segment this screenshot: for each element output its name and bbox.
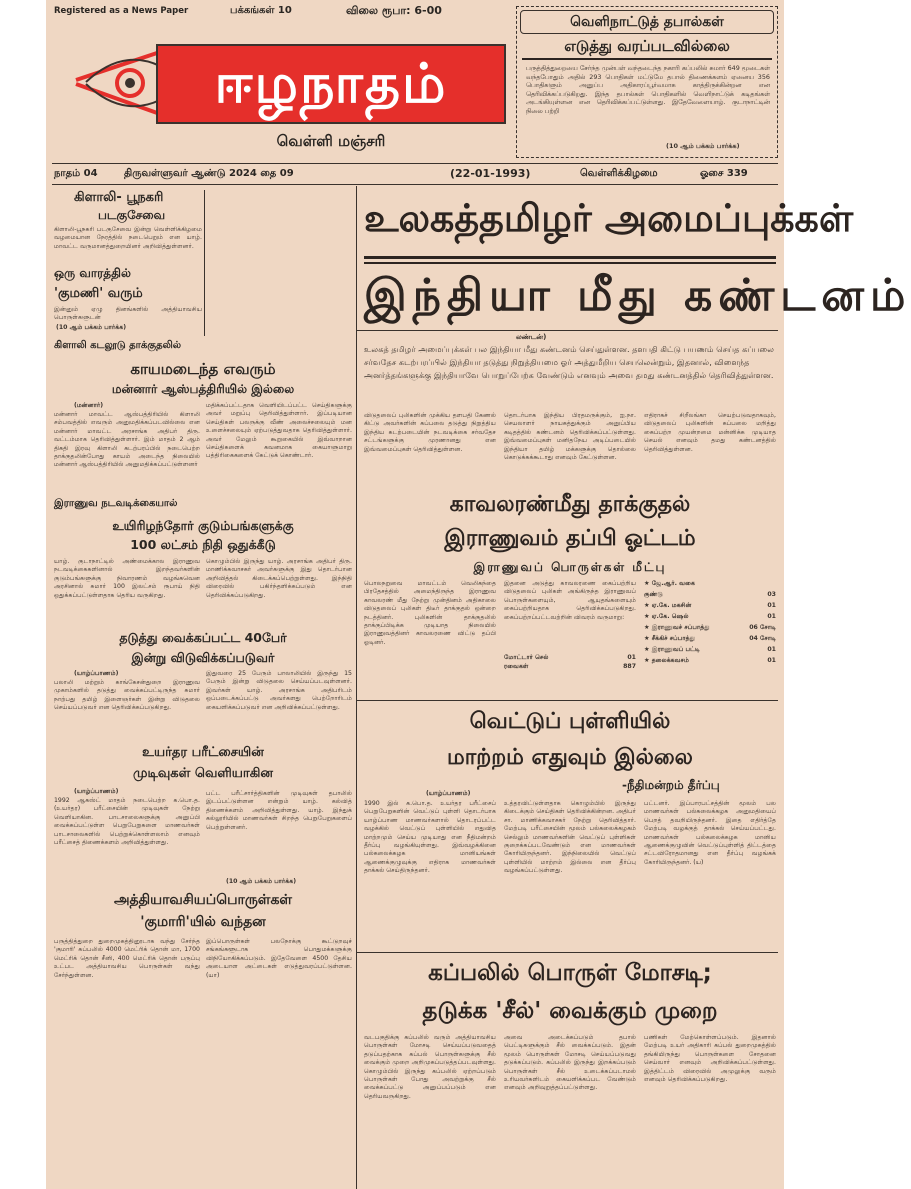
main-headline-2: இந்தியா மீது கண்டனம் xyxy=(364,270,911,321)
cutoff-col-a: 1990 இல் க.பொ.த. உயர்தர பரீட்சைப் பெறுபேறுகளின் வெட்டுப் புள்ளி தொடர்பாக யாழ்ப்பாண மாணவர்களால் தொடரப்பட்ட வழக்கில் வெட்டுப் புள்ளியில் எதுவித மாற்றமும் செய்ய முடியாது என நீதிமன்றம் தீர்ப்பு வழங்கியுள்ளது. இவ்வழக்கினை பல்கலைக்கழக மானியங்கள் ஆணைக்குழுவுக்கு எதிராக மாணவர்கள் தாக்கல் செய்திருந்தனர். xyxy=(364,800,496,875)
goods-body-b: இப்பொருள்கள் பலநோக்கு கூட்டுறவுச் சங்கங்களூடாக பொதுமக்களுக்கு விநியோகிக்கப்படும். இதேவேளை 4500 தேசிய அடையாள அட்டைகள் எடுத்துவரப்பட்டுள்ளன. (யா) xyxy=(206,938,352,979)
foreign-mail-title1: வெளிநாட்டுத் தபால்கள் xyxy=(520,10,774,34)
week-title-1: ஒரு வாரத்தில் xyxy=(54,266,131,280)
injured-body-a: மன்னார் மாவட்ட ஆஸ்பத்திரியில் கிளாலி சம்பவத்தில் எவரும் அனுமதிக்கப்படவில்லை என மன்னார் மாவட்ட அரசாங்க அதிபர் திரு. வட்டம்மாக தெரிவித்துள்ளார். இம் மாதம் 2 ஆம் திகதி இரவு கிளாலி கடற்பரப்பில் நடைபெற்ற தாக்குதலின்போது காயம் அடைந்த நிலையில் மன்னார் ஆஸ்பத்திரியில் அனுமதிக்கப்பட்டுள்ளனர் xyxy=(54,411,200,469)
kilali-title-2: படகுசேவை xyxy=(98,208,166,222)
foreign-mail-more: (10 ஆம் பக்கம் பார்க்க) xyxy=(666,142,740,150)
goods-title-1: அத்தியாவசியப்பொருள்கள் xyxy=(113,892,293,908)
ship-title-2: தடுக்க 'சீல்' வைக்கும் முறை xyxy=(422,998,718,1024)
army-action-label: இராணுவ நடவடிக்கையால் xyxy=(54,498,178,509)
london-dateline: லண்டன்) xyxy=(516,333,547,341)
cutoff-subtitle: -நீதிமன்றம் தீர்ப்பு xyxy=(622,778,720,792)
captured-item: மோட்டார் செல் 01 xyxy=(504,654,636,661)
london-col-b: தொடர்பாக இந்திய பிரதமருக்கும், ஐ.நா. செயலாளர் நாயகத்துக்கும் அனுப்பிய கடிதத்தில் கண்டனம் தெரிவிக்கப்பட்டுள்ளது. இவ்வமைப்புகள் மனிதநேய அடிப்படையில் இந்தியா தமிழ் மக்களுக்கு தொல்லை கொடுக்கக்கூடாது எனவும் கேட்டுள்ளன. xyxy=(504,412,636,462)
date-label: (22-01-1993) xyxy=(450,167,531,180)
day-label: வெள்ளிக்கிழமை xyxy=(580,168,658,179)
captured-items-right xyxy=(644,580,776,668)
ship-col-a: வடபகுதிக்கு கப்பலில் வரும் அத்தியாவசிய பொருள்கள் மோசடி செய்யப்படுவதைத் தடுப்பதற்காக கப்பல் பொருள்களுக்கு சீல் வைக்கும் முறை அறிமுகப்படுத்தப்படவுள்ளது. கொழும்பில் இருந்து கப்பலில் ஏற்றப்படும் பொருள்கள் போது அவற்றுக்கு சீல் வைக்கப்பட்டு அனுப்பப்படும் என தெரியவருகிறது. xyxy=(364,1034,496,1100)
supplement-name: வெள்ளி மஞ்சரி xyxy=(276,132,386,150)
foreign-mail-body: பருத்தித்துறையை சேர்ந்த முன்பள் வந்தடைந்த நகாரி கப்பலில் சுமார் 649 மூடைகள் வந்தபோதும் அதில் 293 பொதிகள் மட்டுமே தபால் திணைக்களம் ஏனைய 356 பொதிகளும் அனுப்ப அதிகாரப்பூர்வமாக காத்திருக்கின்றன என தெரிவிக்கப்படுகிறது. இந்த தபால்கள் பொதிகளில் வெளிநாட்டுக் கடிதங்கள் அடங்கியுள்ளன என தெரிவிக்கப்பட்டுள்ளது. இதேவேளையாழ். குடாநாட்டின் நிலை பற்றி xyxy=(526,64,770,115)
cutoff-col-b: உத்தரவிட்டுள்ளதாக கொழும்பில் இருந்து கிடைக்கும் செய்திகள் தெரிவிக்கின்றன. அதிபர் சா. மாணிக்கவாசகர் நேற்று தெரிவித்தார். மேற்படி பரீட்சையின் மூலம் பல்கலைக்கழகம் செல்லும் மாணவர்களின் வெட்டுப் புள்ளிகள் குறைக்கப்படவேண்டும் என மாணவர்கள் கோரியிருந்தனர். இந்நிலையில் வெட்டுப் புள்ளியில் மாற்றம் இல்லை என தீர்ப்பு வழங்கப்பட்டுள்ளது. xyxy=(504,800,636,875)
ship-col-b: அவை அடைக்கப்படும் தபால் பெட்டிகளுக்கும் சீல் வைக்கப்படும். இதன் மூலம் பொருள்கள் மோசடி செய்யப்படுவது தடுக்கப்படும். கப்பலில் இருந்து இறக்கப்படும் பொருள்கள் சீல் உடைக்கப்படாமல் உரியவர்களிடம் கையளிக்கப்பட வேண்டும் எனவும் அறிவுறுத்தப்பட்டுள்ளது. xyxy=(504,1034,636,1092)
price-label: விலை ரூபா: 6-00 xyxy=(346,4,442,17)
goods-title-2: 'குமாரி'யில் வந்தன xyxy=(140,914,266,930)
captured-item: ★ இராணுவப் பட்டி 01 xyxy=(644,646,776,653)
goods-body-a: பருத்தித்துறை துறைமுகத்தினூடாக வந்து சேர்ந்த 'குமாரி' கப்பலில் 4000 மெட்ரிக் தொன் மா, 1700 மெட்ரிக் தொன் சீனி, 400 மெட்ரிக் தொன் பருப்பு உட்பட அத்தியாவசிய பொருள்கள் வந்து சேர்ந்துள்ளன. xyxy=(54,938,200,979)
captured-item: ★ ஏ.கே. ஷெல் 01 xyxy=(644,613,776,620)
captured-item: ★ இராணுவச் சப்பாத்து 06 சோடி xyxy=(644,624,776,631)
injured-dateline: (மன்னார்) xyxy=(74,402,104,409)
police-attack-title-2: இராணுவம் தப்பி ஓட்டம் xyxy=(444,526,696,551)
ship-col-c: பணிகள் மேற்கொள்ளப்படும். இதனால் மேற்படி உயர் அதிகாரி கப்பல் துறைமுகத்தில் தங்கியிருந்து பொருள்களை சோதனை செய்வார் எனவும் அறிவிக்கப்பட்டுள்ளது. இத்திட்டம் விரைவில் அமுலுக்கு வரும் எனவும் தெரிவிக்கப்படுகிறது. xyxy=(644,1034,776,1084)
police-attack-col-a: பொலநறுவை மாவட்டம் வெலிகந்தை பிரதேசத்தில் அமைந்திருந்த இராணுவ காவலரண் மீது நேற்று முன்தினம் அதிகாலை விடுதலைப் புலிகள் திடீர் தாக்குதல் ஒன்றை நடத்தினர். புலிகளின் தாக்குதலில் தாக்குப்பிடிக்க முடியாத நிலையில் இராணுவத்தினர் காவலரணை விட்டு தப்பி ஓடினர். xyxy=(364,580,496,646)
cutoff-dateline: (யாழ்ப்பாணம்) xyxy=(426,790,471,797)
registered-label: Registered as a News Paper xyxy=(54,6,189,16)
police-attack-subtitle: இராணுவப் பொருள்கள் மீட்பு xyxy=(473,560,667,574)
injured-title: காயமடைந்த எவரும் xyxy=(130,360,276,378)
exam-title-1: உயர்தர பரீட்சையின் xyxy=(142,745,264,760)
injured-subtitle: மன்னார் ஆஸ்பத்திரியில் இல்லை xyxy=(111,382,295,396)
logo-text: ஈழநாதம் xyxy=(214,52,448,115)
week-title-2: 'குமணி' வரும் xyxy=(54,286,143,301)
relief-title-1: உயிரிழந்தோர் குடும்பங்களுக்கு xyxy=(112,518,294,533)
captured-item: ★ ஏ.கே. மகசின் 01 xyxy=(644,602,776,609)
london-lead: உலகத் தமிழர் அமைப்புக்கள் பல இந்தியா மீது கண்டனம் செய்துள்ளன. தளபதி கிட்டு பயணம் செய்த கப்பலை சர்வதேச கடற்பரப்பில் இந்தியா தடுத்து நிறுத்தியமை ஓர் அத்துமீறிய செயலென்றும், இதனால், விளைந்த அனர்த்தங்களுக்கு இந்தியாவே பொறுப்பேற்க வேண்டும் எனவும் அவை தமது கண்டனத்தில் தெரிவித்துள்ளன. xyxy=(364,344,775,380)
cutoff-title-2: மாற்றம் எதுவும் இல்லை xyxy=(447,745,693,770)
police-attack-col-b: இதனை அடுத்து காவலரணை கைப்பற்றிய விடுதலைப் புலிகள் அங்கிருந்த இராணுவப் பொருள்களையும், ஆயுதங்களையும் கைப்பற்றியதாக தெரிவிக்கப்படுகிறது. கைப்பற்றப்பட்டவற்றின் விவரம் வருமாறு: xyxy=(504,580,636,621)
captured-items-left xyxy=(504,654,636,672)
detained-dateline: (யாழ்ப்பாணம்) xyxy=(74,670,119,677)
exam-title-2: முடிவுகள் வெளியாகின xyxy=(133,766,273,781)
captured-item: ரவைகள் 887 xyxy=(504,663,636,670)
kilali-title-1: கிளாலி- பூநகரி xyxy=(74,190,164,205)
kilali-body: கிளாலி-பூநகரி படகுசேவை இன்று வெள்ளிக்கிழமை வழமையான நேரத்தில் நடைபெறும் என யாழ். மாவட்ட வருமானத்துறையினர் அறிவித்துள்ளனர். xyxy=(54,226,202,250)
captured-item: ★ ஜே.ஆர். வகை xyxy=(644,580,695,587)
relief-title-2: 100 லட்சம் நிதி ஒதுக்கீடு xyxy=(130,537,276,552)
eye-emblem-icon xyxy=(72,40,168,130)
week-more: (10 ஆம் பக்கம் பார்க்க) xyxy=(56,324,127,331)
foreign-mail-title2: எடுத்து வரப்படவில்லை xyxy=(564,37,730,55)
injured-body-b: மதிக்கப்பட்டதாக வெளியிடப்பட்ட செய்திகளுக்கு அவர் மறுப்பு தெரிவித்துள்ளார். இப்படியான செய்திகள் பலருக்கு வீண் அலைச்சலையும் மன உளைச்சலையும் ஏற்படுத்துவதாக தெரிவித்துள்ளார். அவர் மேலும் கூறுகையில் இவ்வாறான செய்திகளைக் கவனமாக கையாளுமாறு பத்திரிகைகளைக் கேட்டுக் கொண்டார். xyxy=(206,402,352,460)
volume-label: நாதம் 04 xyxy=(54,168,98,179)
cutoff-title-1: வெட்டுப் புள்ளியில் xyxy=(469,709,671,734)
exam-dateline: (யாழ்ப்பாணம்) xyxy=(74,788,119,795)
tamil-year-label: திருவள்ளுவர் ஆண்டு 2024 தை 09 xyxy=(124,168,294,179)
detained-title-1: தடுத்து வைக்கப்பட்ட 40பேர் xyxy=(119,630,287,645)
exam-body-a: 1992 ஆகஸ்ட் மாதம் நடைபெற்ற க.பொ.த.(உயர்தர) பரீட்சையின் முடிவுகள் நேற்று வெளியாகின. பாடசாலைகளுக்கு அனுப்பி வைக்கப்பட்டுள்ள பெறுபேறுகளை மாணவர்கள் பாடசாலைகளில் பெற்றுக்கொள்ளலாம் எனவும் பரீட்சைத் திணைக்களம் அறிவித்துள்ளது. xyxy=(54,797,200,847)
newspaper-page xyxy=(46,0,911,1189)
main-headline-1: உலகத்தமிழர் அமைப்புக்கள் xyxy=(364,196,854,240)
captured-item: ★ சீக்கிச் சப்பாத்து 04 சோடி xyxy=(644,635,776,642)
detained-body-b: இதுவரை 25 பேரும் பாலாலியில் இருந்து 15 பேரும் இன்று விடுதலை செய்யப்படவுள்ளனர். இவர்கள் யாழ். அரசாங்க அதிபரிடம் ஒப்படைக்கப்பட்டு அவர்களது பெற்றோரிடம் கையளிக்கப்படுவர் என அறிவிக்கப்பட்டுள்ளது. xyxy=(206,670,352,711)
exam-more: (10 ஆம் பக்கம் பார்க்க) xyxy=(226,878,297,885)
captured-item: குண்டு 03 xyxy=(644,591,776,598)
police-attack-title-1: காவலரண்மீது தாக்குதல் xyxy=(449,492,691,517)
issue-label: ஓசை 339 xyxy=(700,168,748,179)
pages-label: பக்கங்கள் 10 xyxy=(230,5,292,16)
detained-body-a: பலாலி மற்றும் காங்கேசன்துறை இராணுவ முகாம்களில் தடுத்து வைக்கப்பட்டிருந்த சுமார் நாற்பது தமிழ் இளைஞர்கள் இன்று விடுதலை செய்யப்படுவர் என தெரிவிக்கப்படுகிறது. xyxy=(54,679,200,712)
week-body: இன்னும் ஏழு தினங்களில் அத்தியாவசிய பொருள்களுடன் xyxy=(54,306,202,322)
cutoff-col-c: பட்டனர். இப்பாரபட்சத்தின் மூலம் பல மாணவர்கள் பல்கலைக்கழக அனுமதியைப் பெறத் தவறியிருந்தனர். இதை எதிர்த்தே மேற்படி வழக்குத் தாக்கல் செய்யப்பட்டது. மாணவர்கள் பல்கலைக்கழக மானிய ஆணைக்குழுவின் வெட்டுப்புள்ளித் திட்டத்தை சட்டவிரோதமானது என தீர்ப்பு வழங்கக் கோரியிருந்தனர். (ய) xyxy=(644,800,776,866)
relief-body-a: யாழ். குடாநாட்டில் அண்மைக்கால இராணுவ நடவடிக்கைகளினால் இறந்தவர்களின் குடும்பங்களுக்கு நிவாரணம் வழங்கவென அரசினால் சுமார் 100 இலட்சம் ரூபாய் நிதி ஒதுக்கப்பட்டுள்ளதாக தெரிய வருகிறது. xyxy=(54,558,200,599)
detained-title-2: இன்று விடுவிக்கப்படுவர் xyxy=(131,650,275,665)
london-col-a: விடுதலைப் புலிகளின் முக்கிய தளபதி கேணல் கிட்டு அவர்களின் கப்பலை தடுத்து நிறுத்திய இந்திய கடற்படையின் நடவடிக்கை சர்வதேச சட்டங்களுக்கு முரணானது என இவ்வமைப்புகள் தெரிவித்துள்ளன. xyxy=(364,412,496,453)
ship-title-1: கப்பலில் பொருள் மோசடி; xyxy=(428,960,712,986)
kilali-attack-label: கிளாலி கடலூடு தாக்குதலில் xyxy=(54,340,182,351)
london-col-c: எதிராகச் சிறீலங்கா செயற்படுவதாகவும், விடுதலைப் புலிகளின் கப்பலை மறித்து கைப்பற்ற முயன்றமை மன்னிக்க முடியாத செயல் எனவும் தமது கண்டனத்தில் தெரிவித்துள்ளன. xyxy=(644,412,776,453)
exam-body-b: பட்ட பரீட்சார்த்திகளின் முடிவுகள் தபாலில் இடப்பட்டுள்ளன என்றும் யாழ். கல்வித் திணைக்களம் அறிவித்துள்ளது. யாழ். இந்துக் கல்லூரியில் மாணவர்கள் சிறந்த பெறுபேறுகளைப் பெற்றுள்ளனர். xyxy=(206,790,352,831)
relief-body-b: கொழும்பில் இருந்து யாழ். அரசாங்க அதிபர் திரு. மாணிக்கவாசகர் அவர்களுக்கு இது தொடர்பான அறிவித்தல் கிடைக்கப்பெற்றுள்ளது. இந்நிதி விரைவில் பகிர்ந்தளிக்கப்படும் என தெரிவிக்கப்படுகிறது. xyxy=(206,558,352,599)
masthead-logo xyxy=(156,44,506,124)
captured-item: ★ தலைக்கவசம் 01 xyxy=(644,657,776,664)
